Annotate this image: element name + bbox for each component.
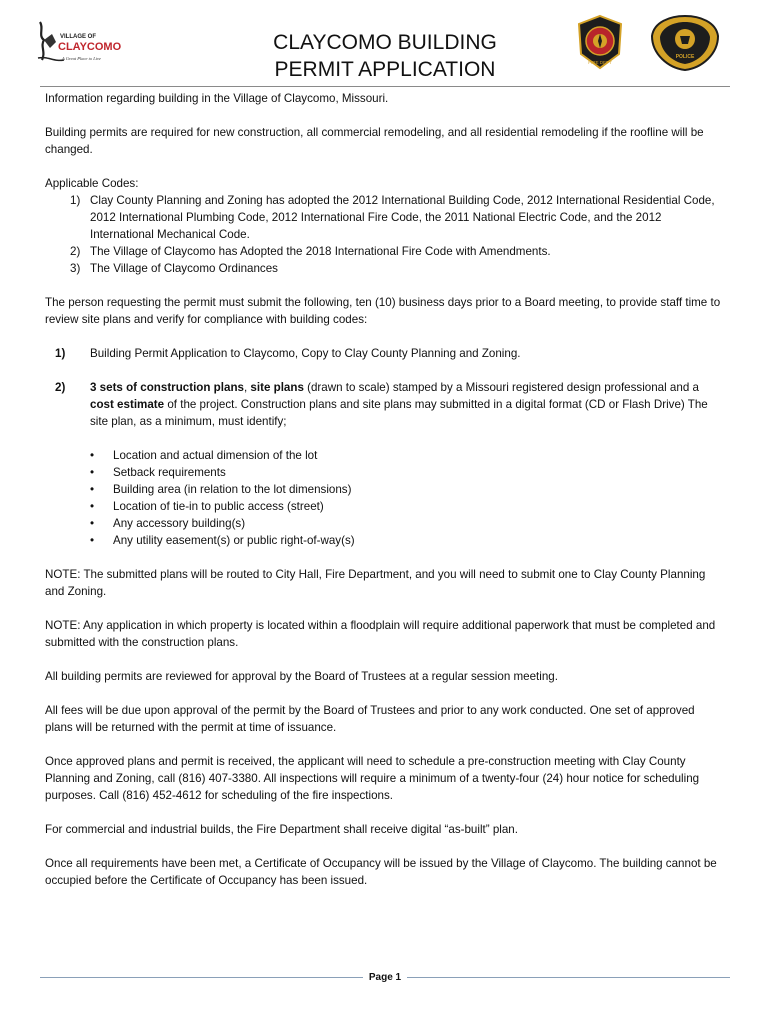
bullet-icon: • (90, 517, 95, 530)
requirement-1 (45, 345, 725, 362)
construction-plans-bold: 3 sets of construction plans (90, 381, 244, 394)
code-item (45, 260, 725, 277)
list-item (90, 447, 725, 464)
site-plan-requirements-list (90, 447, 725, 549)
note-floodplain: NOTE: Any application in which property is located within a floodplain will require additional paperwork that must be completed and submitted with the construction plans. (45, 619, 716, 649)
list-item (90, 532, 725, 549)
svg-text:POLICE: POLICE (675, 54, 695, 60)
code-item-number: 1) (70, 194, 81, 207)
svg-text:CLAYCOMO: CLAYCOMO (58, 41, 122, 53)
requirement-number: 2) (55, 381, 66, 394)
requirement-text: Building Permit Application to Claycomo, Copy to Clay County Planning and Zoning. (90, 347, 521, 360)
certificate-paragraph: Once all requirements have been met, a Certificate of Occupancy will be issued by the Village of Claycomo. The building cannot be occupied before the Certificate of Occupancy has been issued. (45, 857, 717, 887)
list-item-text: Building area (in relation to the lot dimensions) (113, 483, 352, 496)
requirement-separator: , (243, 381, 251, 394)
code-item-number: 2) (70, 245, 81, 258)
header-divider (40, 86, 730, 87)
list-item-text: Setback requirements (113, 466, 226, 479)
code-item (45, 243, 725, 260)
code-item-text: The Village of Claycomo has Adopted the 2018 International Fire Code with Amendments. (90, 245, 551, 258)
commercial-builds-paragraph: For commercial and industrial builds, the Fire Department shall receive digital “as-built” plan. (45, 823, 518, 836)
list-item-text: Any utility easement(s) or public right-of-way(s) (113, 534, 355, 547)
svg-text:FIRE DEPT: FIRE DEPT (588, 60, 612, 65)
code-item (45, 192, 725, 243)
list-item (90, 498, 725, 515)
page-number-label: Page 1 (363, 972, 407, 983)
cost-estimate-bold: cost estimate (90, 398, 165, 411)
police-badge (650, 14, 720, 72)
title-line-1: CLAYCOMO BUILDING (273, 31, 497, 54)
code-item-text: The Village of Claycomo Ordinances (90, 262, 278, 275)
code-item-text: Clay County Planning and Zoning has adopted the 2012 International Building Code, 2012 International Residential Code, 2012 International Plumbing Code, 2012 International Fire Code, the 2011 National Electric Code, and the 2012 International Mechanical Code. (90, 194, 715, 241)
svg-text:A Great Place to Live: A Great Place to Live (62, 56, 101, 61)
list-item (90, 464, 725, 481)
list-item-text: Any accessory building(s) (113, 517, 246, 530)
applicable-codes-section (45, 175, 725, 277)
intro-paragraph: Information regarding building in the Village of Claycomo, Missouri. (45, 92, 389, 105)
bullet-icon: • (90, 500, 95, 513)
note-routing: NOTE: The submitted plans will be routed to City Hall, Fire Department, and you will need to submit one to Clay County Planning and Zoning. (45, 568, 706, 598)
requirement-text-part: (drawn to scale) stamped by a Missouri registered design professional and a (303, 381, 699, 394)
bullet-icon: • (90, 483, 95, 496)
site-plans-bold: site plans (250, 381, 304, 394)
list-item-text: Location of tie-in to public access (street) (113, 500, 324, 513)
list-item (90, 515, 725, 532)
list-item-text: Location and actual dimension of the lot (113, 449, 318, 462)
bullet-icon: • (90, 534, 95, 547)
requirement-number: 1) (55, 347, 66, 360)
village-of-claycomo-logo (34, 18, 134, 72)
list-item (90, 481, 725, 498)
requirement-text-part: of the project. Construction plans and site plans may submitted in a digital format (CD or Flash Drive) The site plan, as a minimum, must identify; (90, 398, 708, 428)
document-body (45, 90, 725, 906)
requirement-2 (45, 379, 725, 430)
permits-required-paragraph: Building permits are required for new construction, all commercial remodeling, and all residential remodeling if the roofline will be changed. (45, 126, 704, 156)
fire-department-badge (575, 14, 625, 70)
bullet-icon: • (90, 466, 95, 479)
fees-paragraph: All fees will be due upon approval of the permit by the Board of Trustees and prior to any work conducted. One set of approved plans will be returned with the permit at time of issuance. (45, 704, 695, 734)
bullet-icon: • (90, 449, 95, 462)
title-line-2: PERMIT APPLICATION (274, 58, 496, 81)
submit-intro-paragraph: The person requesting the permit must submit the following, ten (10) business days prior to a Board meeting, to provide staff time to review site plans and verify for compliance with building codes: (45, 296, 721, 326)
applicable-codes-heading: Applicable Codes: (45, 177, 139, 190)
inspections-paragraph: Once approved plans and permit is received, the applicant will need to schedule a pre-construction meeting with Clay County Planning and Zoning, call (816) 407-3380. All inspections will require a minimum of a twenty-four (24) hour notice for scheduling purposes. Call (816) 452-4612 for scheduling of the fire inspections. (45, 755, 700, 802)
page-title (225, 29, 545, 83)
svg-text:VILLAGE OF: VILLAGE OF (60, 34, 96, 40)
code-item-number: 3) (70, 262, 81, 275)
review-paragraph: All building permits are reviewed for approval by the Board of Trustees at a regular session meeting. (45, 670, 558, 683)
requirement-text (90, 379, 725, 430)
page-number (0, 972, 770, 983)
